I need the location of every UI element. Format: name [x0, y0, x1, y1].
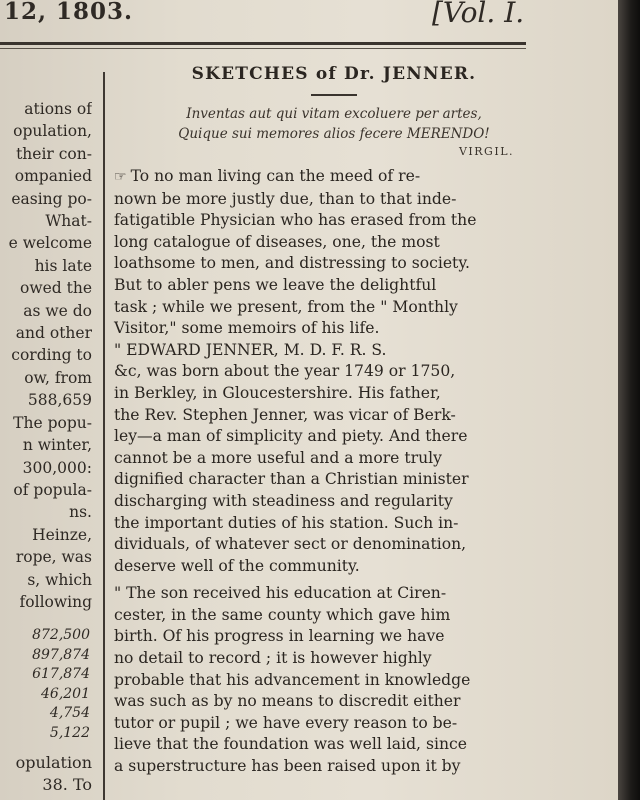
- body-line: the Rev. Stephen Jenner, was vicar of Berk-: [114, 405, 456, 424]
- left-column-line: opulation: [15, 753, 92, 772]
- left-column-line: as we do: [23, 301, 92, 320]
- body-line: a superstructure has been raised upon it by: [114, 757, 461, 776]
- left-column-line: e welcome: [8, 234, 92, 253]
- population-number: 5,122: [49, 724, 90, 741]
- body-line: cester, in the same county which gave him: [114, 605, 451, 624]
- motto-attribution: VIRGIL.: [458, 145, 514, 158]
- body-line: dividuals, of whatever sect or denomination,: [114, 535, 467, 554]
- left-column-line: s, which: [27, 570, 92, 589]
- body-line: deserve well of the community.: [114, 556, 360, 575]
- left-column-line: 38. To: [42, 775, 92, 794]
- left-column-line: n winter,: [22, 436, 92, 455]
- left-column-line: of popula-: [13, 480, 92, 499]
- left-column-line: Heinze,: [32, 525, 92, 544]
- title-rule: [311, 94, 357, 96]
- pointing-hand-icon: ☞: [114, 169, 127, 185]
- left-column-line: ns.: [69, 503, 92, 522]
- body-line: dignified character than a Christian minister: [114, 470, 469, 489]
- body-line: " The son received his education at Ciren-: [114, 584, 447, 603]
- left-column-line: ompanied: [14, 167, 92, 186]
- left-column-line: rope, was: [15, 548, 92, 567]
- body-line: probable that his advancement in knowledge: [114, 670, 471, 689]
- body-line: But to abler pens we leave the delightful: [114, 275, 437, 294]
- left-column-line: What-: [45, 212, 92, 231]
- left-column-line: The popu-: [13, 413, 92, 432]
- left-column-line: 300,000:: [22, 458, 92, 477]
- body-line: cannot be a more useful and a more truly: [114, 448, 442, 467]
- article: [114, 64, 554, 778]
- body-line: was such as by no means to discredit either: [114, 692, 461, 711]
- body-line: loathsome to men, and distressing to society.: [114, 254, 471, 273]
- motto-line: Inventas aut qui vitam excoluere per artes,: [186, 106, 482, 122]
- left-column-text: [0, 98, 92, 613]
- page-edge-shadow: [618, 0, 640, 800]
- paragraph: [114, 340, 554, 578]
- body-line: tutor or pupil ; we have every reason to be-: [114, 713, 458, 732]
- article-body: [114, 166, 554, 778]
- left-column-line: following: [19, 592, 92, 611]
- population-number: 897,874: [32, 646, 90, 663]
- body-line: &c, was born about the year 1749 or 1750,: [114, 362, 456, 381]
- left-column-line: their con-: [16, 144, 92, 163]
- left-column-line: opulation,: [13, 122, 92, 141]
- intro-paragraph: [114, 166, 554, 340]
- header-rule-thin: [0, 48, 526, 49]
- left-column-bottom: [0, 752, 92, 796]
- left-column-line: his late: [34, 256, 92, 275]
- population-number: 872,500: [32, 627, 90, 643]
- left-column-line: easing po-: [11, 189, 92, 208]
- volume-label: [Vol. I.: [432, 0, 525, 29]
- body-line: birth. Of his progress in learning we have: [114, 627, 445, 646]
- left-column-line: ow, from: [24, 368, 92, 387]
- body-line: the important duties of his station. Such in-: [114, 513, 459, 532]
- left-column-line: owed the: [19, 279, 92, 298]
- body-line: ley—a man of simplicity and piety. And there: [114, 427, 468, 446]
- line-text: To no man living can the meed of re-: [130, 167, 421, 185]
- body-line: " EDWARD JENNER, M. D. F. R. S.: [114, 340, 387, 359]
- body-line: [114, 166, 554, 189]
- left-column-numbers: [0, 626, 90, 744]
- left-column-line: ations of: [24, 100, 92, 118]
- left-column-line: 588,659: [27, 391, 92, 410]
- issue-date: 12, 1803.: [4, 0, 134, 25]
- motto-line: Quique sui memores alios fecere MERENDO!: [178, 126, 490, 142]
- body-line: fatigatible Physician who has erased from the: [114, 211, 477, 230]
- left-column-line: cording to: [11, 346, 92, 365]
- paragraph: [114, 583, 554, 777]
- body-line: no detail to record ; it is however highly: [114, 649, 432, 668]
- body-line: Visitor," some memoirs of his life.: [114, 319, 380, 338]
- column-divider: [103, 72, 105, 800]
- header-rule: [0, 42, 526, 45]
- population-number: 4,754: [49, 705, 90, 722]
- left-column-line: and other: [15, 324, 92, 343]
- body-line: long catalogue of diseases, one, the most: [114, 232, 440, 251]
- body-line: discharging with steadiness and regularity: [114, 491, 453, 510]
- motto: [114, 104, 554, 144]
- population-number: 46,201: [41, 685, 90, 702]
- body-line: lieve that the foundation was well laid, since: [114, 735, 467, 754]
- article-title: SKETCHES of Dr. JENNER.: [191, 64, 477, 84]
- body-line: task ; while we present, from the " Monthly: [114, 297, 458, 316]
- population-number: 617,874: [32, 666, 90, 683]
- body-line: in Berkley, in Gloucestershire. His father,: [114, 383, 441, 402]
- body-line: nown be more justly due, than to that inde-: [114, 189, 457, 208]
